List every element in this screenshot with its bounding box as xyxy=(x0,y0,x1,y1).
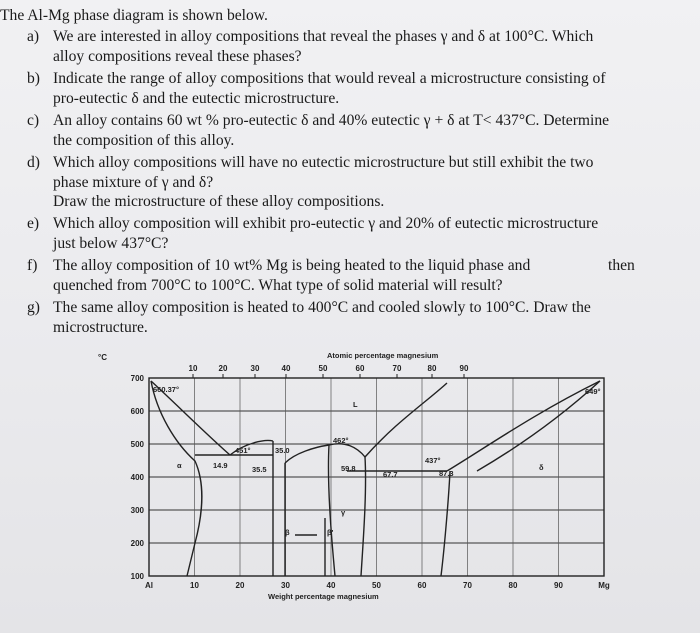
y-tick-label: 200 xyxy=(130,539,144,548)
x-tick-label: 60 xyxy=(417,581,427,590)
x-tick-label: Mg xyxy=(598,581,610,590)
question-then: then xyxy=(608,257,635,274)
temperature-unit: °C xyxy=(98,353,107,362)
question-line: just below 437°C? xyxy=(53,234,169,252)
question-line: The same alloy composition is heated to 400°C and cooled slowly to 100°C. Draw the xyxy=(53,299,591,316)
comp-59-8-label: 59.8 xyxy=(341,464,356,473)
grid xyxy=(149,378,604,576)
question-line: alloy compositions reveal these phases? xyxy=(53,47,302,65)
gamma-solvus-top xyxy=(329,444,365,457)
question-line: The alloy composition of 10 wt% Mg is being heated to the liquid phase and xyxy=(53,257,531,274)
phase-boundaries xyxy=(151,381,600,576)
question-line: Draw the microstructure of these alloy compositions. xyxy=(53,193,385,211)
x-tick-label: 50 xyxy=(372,581,381,590)
liquidus-mid xyxy=(365,383,447,457)
y-axis-ticks xyxy=(131,374,145,581)
question-letter: d) xyxy=(27,154,40,171)
alpha-label: α xyxy=(177,461,182,470)
bottom-axis-ticks xyxy=(145,581,610,590)
gamma-liquidus xyxy=(285,445,329,463)
top-tick-label: 40 xyxy=(281,364,291,373)
comp-35-5-label: 35.5 xyxy=(252,465,267,474)
question-line: Indicate the range of alloy compositions that would reveal a microstructure consisting of xyxy=(53,70,606,87)
question-line: phase mixture of γ and δ? xyxy=(53,173,214,191)
top-tick-label: 70 xyxy=(392,364,402,373)
question-line: pro-eutectic δ and the eutectic microstructure. xyxy=(53,89,340,107)
x-tick-label: 30 xyxy=(281,581,290,590)
y-tick-label: 600 xyxy=(130,407,144,416)
x-tick-label: 10 xyxy=(190,581,199,590)
question-line: quenched from 700°C to 100°C. What type of solid material will result? xyxy=(53,276,503,294)
question-letter: g) xyxy=(27,299,40,316)
question-letter: b) xyxy=(27,70,40,87)
question-letter: a) xyxy=(27,28,40,45)
y-tick-label: 300 xyxy=(130,506,144,515)
delta-label: δ xyxy=(539,463,544,472)
liquid-label: L xyxy=(353,400,358,409)
gamma-label: γ xyxy=(341,508,346,517)
x-tick-label: 70 xyxy=(463,581,472,590)
comp-67-7-label: 67.7 xyxy=(383,470,398,479)
x-tick-label: 20 xyxy=(235,581,245,590)
top-tick-label: 80 xyxy=(427,364,437,373)
question-line: the composition of this alloy. xyxy=(53,131,235,149)
liquidus-right xyxy=(447,381,600,471)
beta-prime-label: β' xyxy=(327,528,334,537)
question-line: microstructure. xyxy=(53,318,148,336)
question-line: Which alloy composition will exhibit pro-eutectic γ and 20% of eutectic microstructure xyxy=(53,215,599,232)
top-tick-label: 20 xyxy=(218,364,228,373)
x-tick-label: Al xyxy=(145,581,153,590)
question-letter: f) xyxy=(27,257,38,274)
y-tick-label: 100 xyxy=(130,572,144,581)
top-tick-label: 30 xyxy=(250,364,260,373)
x-tick-label: 90 xyxy=(554,581,563,590)
delta-solvus xyxy=(441,471,450,576)
question-letter: e) xyxy=(27,215,40,232)
x-tick-label: 80 xyxy=(508,581,518,590)
al-mg-phase-diagram xyxy=(95,343,655,615)
x-tick-label: 40 xyxy=(326,581,336,590)
y-tick-label: 400 xyxy=(130,473,144,482)
question-letter: c) xyxy=(27,112,40,129)
delta-solidus xyxy=(477,381,600,471)
top-tick-label: 50 xyxy=(318,364,328,373)
top-tick-label: 90 xyxy=(459,364,469,373)
problem-intro: The Al-Mg phase diagram is shown below. xyxy=(0,7,268,24)
top-axis-ticks xyxy=(189,364,469,378)
beta-label: β xyxy=(285,528,290,537)
top-tick-label: 60 xyxy=(355,364,365,373)
al-melting-label: 660.37° xyxy=(153,385,179,394)
top-tick-label: 10 xyxy=(188,364,198,373)
phase-diagram-svg xyxy=(95,343,655,615)
question-line: We are interested in alloy compositions that reveal the phases γ and δ at 100°C. Which xyxy=(53,28,594,45)
temp-437-label: 437° xyxy=(425,456,441,465)
y-tick-label: 500 xyxy=(130,440,144,449)
comp-87-3-label: 87.3 xyxy=(439,469,454,478)
temp-462-label: 462° xyxy=(333,436,349,445)
comp-35-0-label: 35.0 xyxy=(275,446,290,455)
gamma-solvus-right xyxy=(361,457,366,576)
temp-451-label: 451° xyxy=(235,446,251,455)
bottom-axis-title: Weight percentage magnesium xyxy=(268,592,379,601)
question-line: Which alloy compositions will have no eutectic microstructure but still exhibit the two xyxy=(53,154,594,171)
top-axis-title: Atomic percentage magnesium xyxy=(327,351,439,360)
question-line: An alloy contains 60 wt % pro-eutectic δ and 40% eutectic γ + δ at T< 437°C. Determine xyxy=(53,112,610,129)
y-tick-label: 700 xyxy=(130,374,144,383)
mg-melting-label: 649° xyxy=(585,387,601,396)
comp-14-9-label: 14.9 xyxy=(213,461,228,470)
